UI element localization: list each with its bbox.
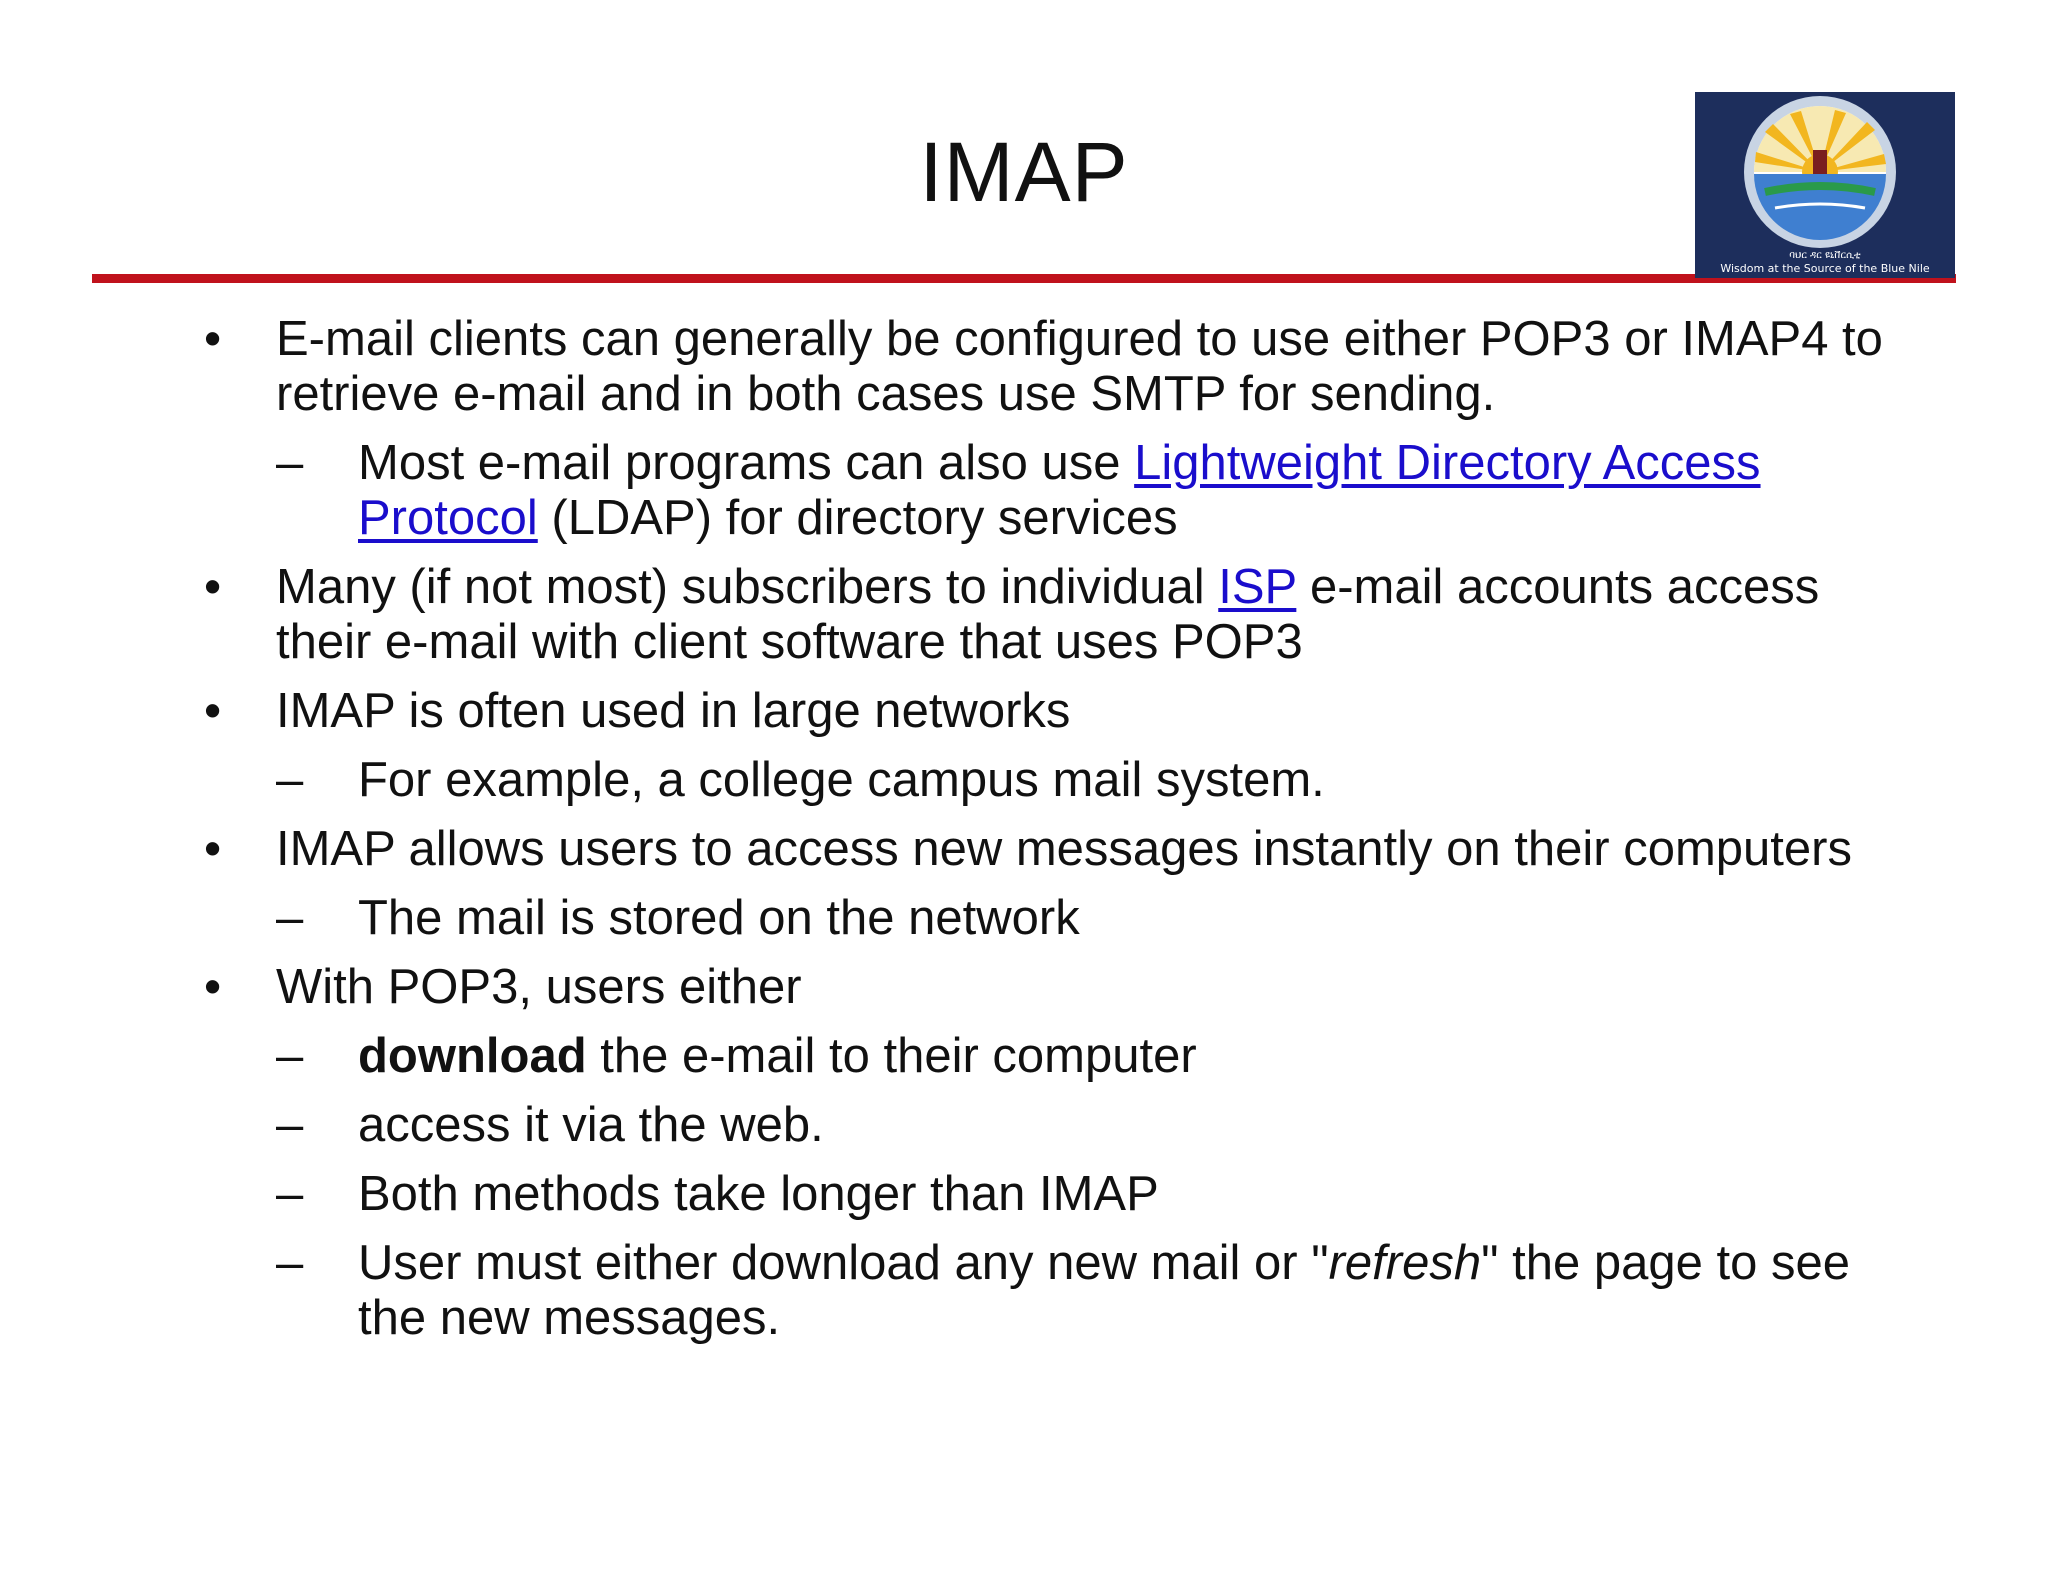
dash-marker: –	[276, 753, 304, 807]
sub-list	[276, 753, 1900, 808]
sub-item-stored-network	[276, 891, 1900, 946]
university-logo	[1695, 92, 1955, 278]
dash-marker: –	[276, 1029, 304, 1083]
bullet-text: E-mail clients can generally be configured to use either POP3 or IMAP4 to retrieve e-mail and in both cases use SMTP for sending.	[276, 312, 1883, 421]
bullet-text: IMAP is often used in large networks	[276, 684, 1071, 738]
logo-caption-motto: Wisdom at the Source of the Blue Nile	[1720, 262, 1930, 275]
bullet-text: e-mail accounts access their e-mail with client software that uses POP3	[276, 560, 1820, 669]
bullet-text: IMAP allows users to access new messages instantly on their computers	[276, 822, 1852, 876]
sub-item-download	[276, 1029, 1900, 1084]
dash-marker: –	[276, 891, 304, 945]
sub-text: " the page to see the new messages.	[358, 1236, 1850, 1345]
sub-item-campus	[276, 753, 1900, 808]
sub-text: The mail is stored on the network	[358, 891, 1080, 945]
bullet-isp-subscribers	[200, 560, 1900, 670]
sub-item-refresh	[276, 1236, 1900, 1346]
sub-text: (LDAP) for directory services	[537, 491, 1178, 545]
sub-list	[276, 891, 1900, 946]
dash-marker: –	[276, 1098, 304, 1152]
title-divider	[92, 274, 1956, 283]
isp-link[interactable]: ISP	[1218, 560, 1297, 614]
bullet-text: Many (if not most) subscribers to individual	[276, 560, 1219, 614]
sub-text: For example, a college campus mail system.	[358, 753, 1325, 807]
bullet-list	[200, 312, 1900, 1360]
sub-list	[276, 1029, 1900, 1346]
sub-text: Most e-mail programs can also use	[358, 436, 1135, 490]
sub-text-bold: download	[358, 1029, 587, 1083]
sub-list	[276, 436, 1900, 546]
bullet-email-clients	[200, 312, 1900, 546]
dash-marker: –	[276, 1167, 304, 1221]
ldap-link[interactable]: Lightweight Directory Access Protocol	[358, 436, 1761, 545]
logo-caption-amharic: ባህር ዳር ዩኒቨርሲቲ	[1789, 250, 1861, 261]
slide-title: IMAP	[919, 125, 1129, 219]
sub-item-ldap	[276, 436, 1900, 546]
sub-text: User must either download any new mail or "	[358, 1236, 1329, 1290]
dash-marker: –	[276, 1236, 304, 1290]
dash-marker: –	[276, 436, 304, 490]
sub-text: Both methods take longer than IMAP	[358, 1167, 1159, 1221]
bullet-imap-instant-access	[200, 822, 1900, 946]
bullet-pop3-users	[200, 960, 1900, 1346]
bullet-text: With POP3, users either	[276, 960, 802, 1014]
sub-text: access it via the web.	[358, 1098, 824, 1152]
bullet-imap-large-networks	[200, 684, 1900, 808]
sub-item-web-access	[276, 1098, 1900, 1153]
sub-text-italic: refresh	[1328, 1236, 1482, 1290]
sub-item-slower	[276, 1167, 1900, 1222]
sub-text: the e-mail to their computer	[586, 1029, 1197, 1083]
